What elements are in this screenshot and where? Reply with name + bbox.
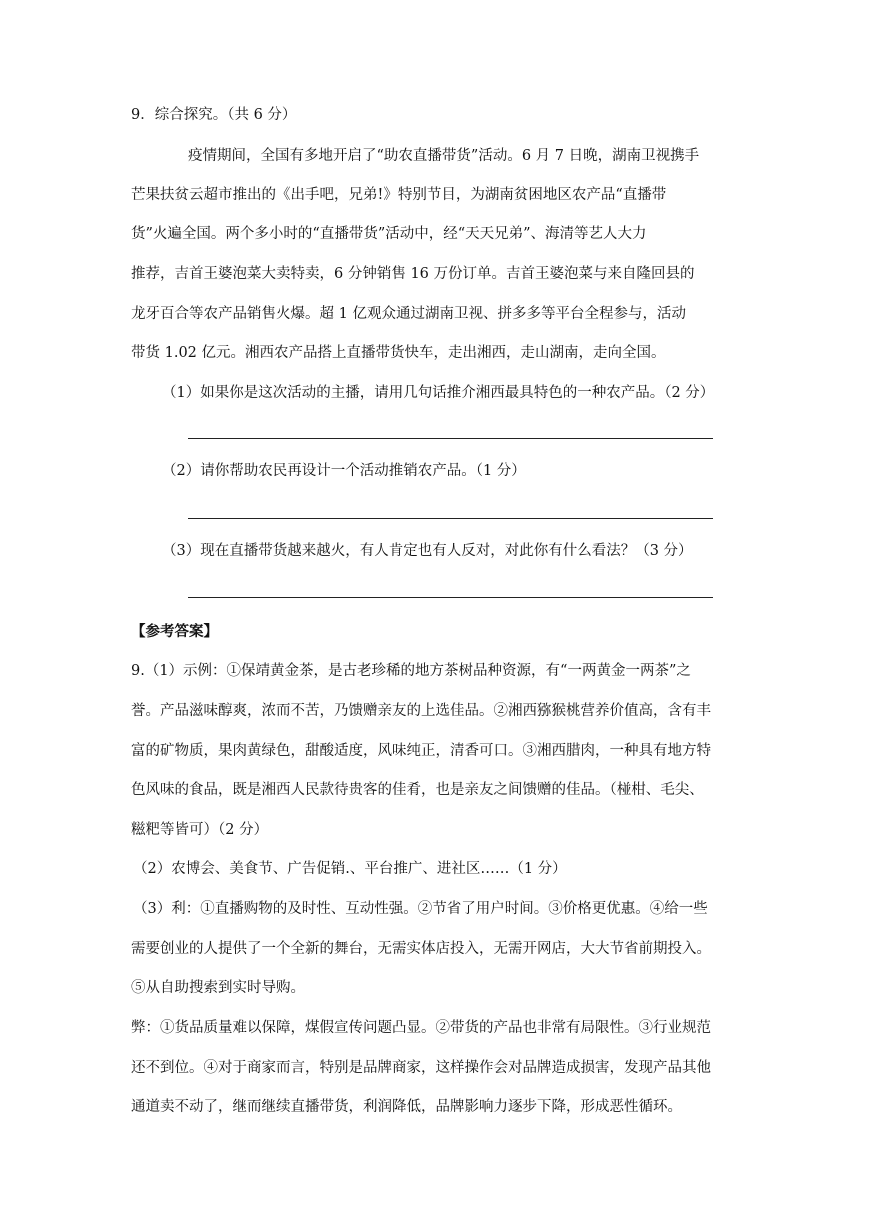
passage-line: 疫情期间，全国有多地开启了“助农直播带货”活动。6 月 7 日晚，湖南卫视携手 (188, 148, 700, 164)
answer-line-2[interactable] (188, 518, 713, 519)
sub-question-1: （1）如果你是这次活动的主播，请用几句话推介湘西最具特色的一种农产品。（2 分） (162, 385, 715, 401)
answer-heading: 【参考答案】 (131, 623, 218, 640)
answer-line: 色风味的食品，既是湘西人民款待贵客的佳肴，也是亲友之间馈赠的佳品。（椪柑、毛尖、 (131, 782, 704, 798)
answer-line: ⑤从自助搜索到实时导购。 (131, 980, 305, 996)
answer-line-3[interactable] (188, 597, 713, 598)
passage-line: 龙牙百合等农产品销售火爆。超 1 亿观众通过湖南卫视、拼多多等平台全程参与，活动 (131, 306, 686, 322)
answer-line: 弊：①货品质量难以保障，煤假宣传问题凸显。②带货的产品也非常有局限性。③行业规范 (131, 1020, 711, 1036)
question-title: 9．综合探究。（共 6 分） (131, 107, 297, 123)
passage-line: 推荐，吉首王婆泡菜大卖特卖，6 分钟销售 16 万份订单。吉首王婆泡菜与来自隆回县的 (131, 266, 695, 282)
sub-question-3: （3）现在直播带货越来越火，有人肯定也有人反对，对此你有什么看法？（3 分） (162, 543, 693, 559)
answer-line: 还不到位。④对于商家而言，特别是品牌商家，这样操作会对品牌造成损害，发现产品其他 (131, 1060, 711, 1076)
answer-line: 9.（1）示例：①保靖黄金茶，是古老珍稀的地方茶树品种资源，有“一两黄金一两茶”之 (131, 663, 691, 679)
answer-line: （2）农博会、美食节、广告促销.、平台推广、进社区……（1 分） (133, 861, 567, 877)
answer-line: （3）利：①直播购物的及时性、互动性强。②节省了用户时间。③价格更优惠。④给一些 (133, 901, 708, 917)
answer-line: 需要创业的人提供了一个全新的舞台，无需实体店投入，无需开网店，大大节省前期投入。 (131, 941, 711, 957)
passage-line: 芒果扶贫云超市推出的《出手吧，兄弟!》特别节目，为湖南贫困地区农产品“直播带 (131, 187, 667, 203)
answer-line: 富的矿物质，果肉黄绿色，甜酸适度，风味纯正，清香可口。③湘西腊肉，一种具有地方特 (131, 743, 711, 759)
answer-line: 誉。产品滋味醇爽，浓而不苦，乃馈赠亲友的上选佳品。②湘西猕猴桃营养价值高，含有丰 (131, 703, 711, 719)
answer-line-1[interactable] (188, 438, 713, 439)
answer-line: 糍粑等皆可）（2 分） (131, 822, 269, 838)
answer-line: 通道卖不动了，继而继续直播带货，利润降低，品牌影响力逐步下降，形成恶性循环。 (131, 1099, 682, 1115)
passage-line: 货”火遍全国。两个多小时的“直播带货”活动中，经“天天兄弟”、海清等艺人大力 (131, 226, 647, 242)
sub-question-2: （2）请你帮助农民再设计一个活动推销农产品。（1 分） (162, 463, 526, 479)
passage-line: 带货 1.02 亿元。湘西农产品搭上直播带货快车，走出湘西，走山湖南，走向全国。 (131, 345, 666, 361)
